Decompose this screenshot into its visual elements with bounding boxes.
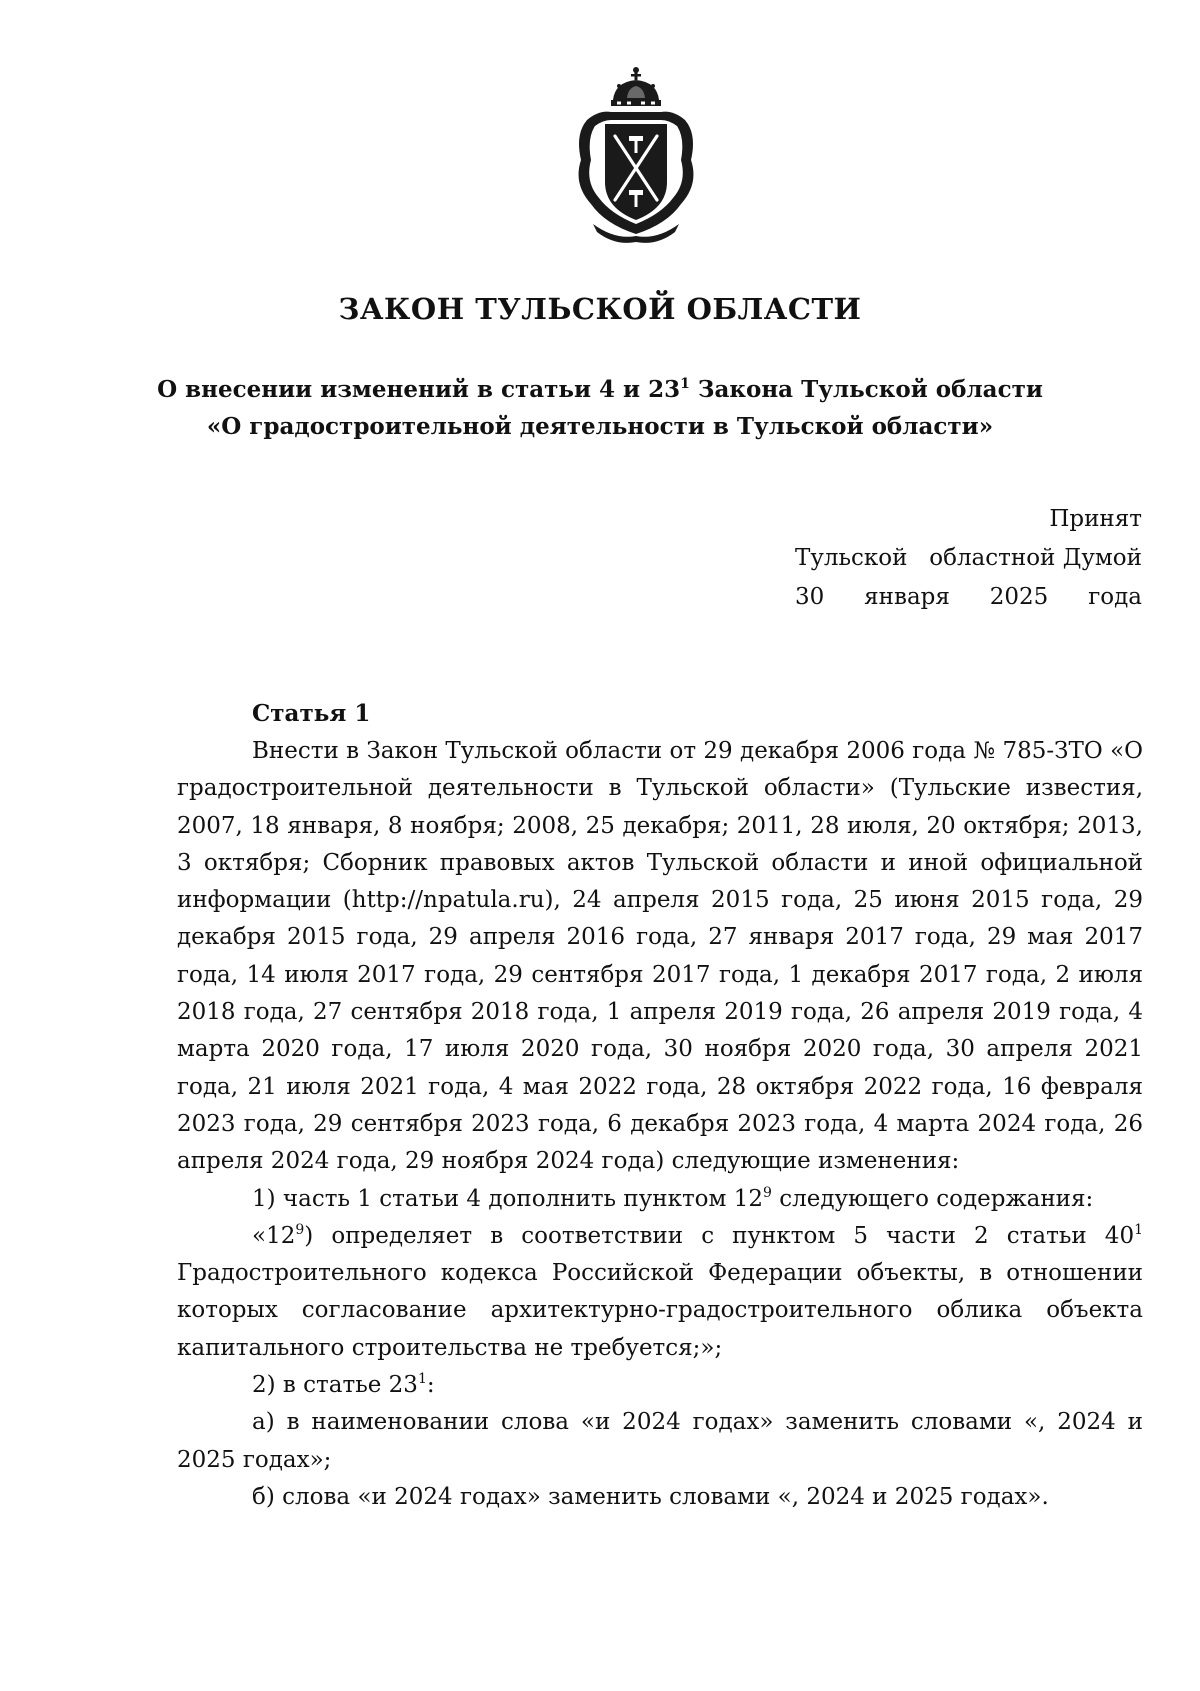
quote-superscript: 9 <box>295 1221 305 1238</box>
subtitle-line-1-prefix: О внесении изменений в статьи 4 и 23 <box>157 376 681 403</box>
item-2-suffix: : <box>426 1372 435 1399</box>
adopted-day: 30 <box>795 584 825 610</box>
quote-prefix: «12 <box>252 1222 296 1249</box>
quote-paragraph <box>177 1218 1143 1367</box>
item-2a-paragraph: а) в наименовании слова «и 2024 годах» заменить словами «, 2024 и 2025 годах»; <box>177 1409 1143 1473</box>
item-1-superscript: 9 <box>763 1184 772 1201</box>
adopted-month: января <box>864 584 950 610</box>
item-2-superscript: 1 <box>417 1371 427 1388</box>
subtitle-line-2: «О градостроительной деятельности в Тульской области» <box>206 413 994 440</box>
item-1-paragraph <box>177 1181 1143 1218</box>
tula-coat-of-arms-emblem <box>565 64 707 244</box>
article-body <box>177 733 1143 1516</box>
adopted-date-line <box>795 578 1142 617</box>
quote-rest: Градостроительного кодекса Российской Федерации объекты, в отношении которых согласование архитектурно-градостроительного облика объекта капитального строительства не требуется;»; <box>177 1260 1143 1361</box>
article-intro-paragraph: Внести в Закон Тульской области от 29 декабря 2006 года № 785-ЗТО «О градостроительной деятельности в Тульской области» (Тульские известия, 2007, 18 января, 8 ноября; 2008, 25 декабря; 2011, 28 июля, 20 октября; 2013, 3 октября; Сборник правовых актов Тульской области и иной официальной информации (http://npatula.ru), 24 апреля 2015 года, 25 июня 2015 года, 29 декабря 2015 года, 29 апреля 2016 года, 27 января 2017 года, 29 мая 2017 года, 14 июля 2017 года, 29 сентября 2017 года, 1 декабря 2017 года, 2 июля 2018 года, 27 сентября 2018 года, 1 апреля 2019 года, 26 апреля 2019 года, 4 марта 2020 года, 17 июля 2020 года, 30 ноября 2020 года, 30 апреля 2021 года, 21 июля 2021 года, 4 мая 2022 года, 28 октября 2022 года, 16 февраля 2023 года, 29 сентября 2023 года, 6 декабря 2023 года, 4 марта 2024 года, 26 апреля 2024 года, 29 ноября 2024 года) следующие изменения: <box>177 738 1143 1175</box>
subtitle-line-1 <box>0 371 1200 408</box>
subtitle-superscript: 1 <box>680 376 690 392</box>
item-2b-paragraph: б) слова «и 2024 годах» заменить словами «, 2024 и 2025 годах». <box>252 1483 1049 1510</box>
adopted-by-word-2: областной Думой <box>929 545 1142 571</box>
item-2-paragraph <box>177 1367 1143 1404</box>
law-title: ЗАКОН ТУЛЬСКОЙ ОБЛАСТИ <box>338 292 862 326</box>
quote-middle: ) определяет в соответствии с пунктом 5 части 2 статьи 40 <box>304 1222 1135 1249</box>
adopted-label: Принят <box>1049 506 1142 532</box>
item-2-prefix: 2) в статье 23 <box>252 1372 418 1399</box>
article-heading: Статья 1 <box>252 700 371 727</box>
adopted-by-word-1: Тульской <box>795 545 908 571</box>
adopted-by-line <box>795 539 1142 578</box>
subtitle-line-1-suffix: Закона Тульской области <box>689 376 1043 403</box>
adopted-year-word: года <box>1088 584 1142 610</box>
adopted-year: 2025 <box>989 584 1049 610</box>
law-subtitle <box>0 371 1200 445</box>
adoption-block <box>795 500 1142 617</box>
item-1-suffix: следующего содержания: <box>771 1185 1094 1212</box>
item-1-prefix: 1) часть 1 статьи 4 дополнить пунктом 12 <box>252 1185 763 1212</box>
quote-superscript-2: 1 <box>1134 1221 1143 1238</box>
